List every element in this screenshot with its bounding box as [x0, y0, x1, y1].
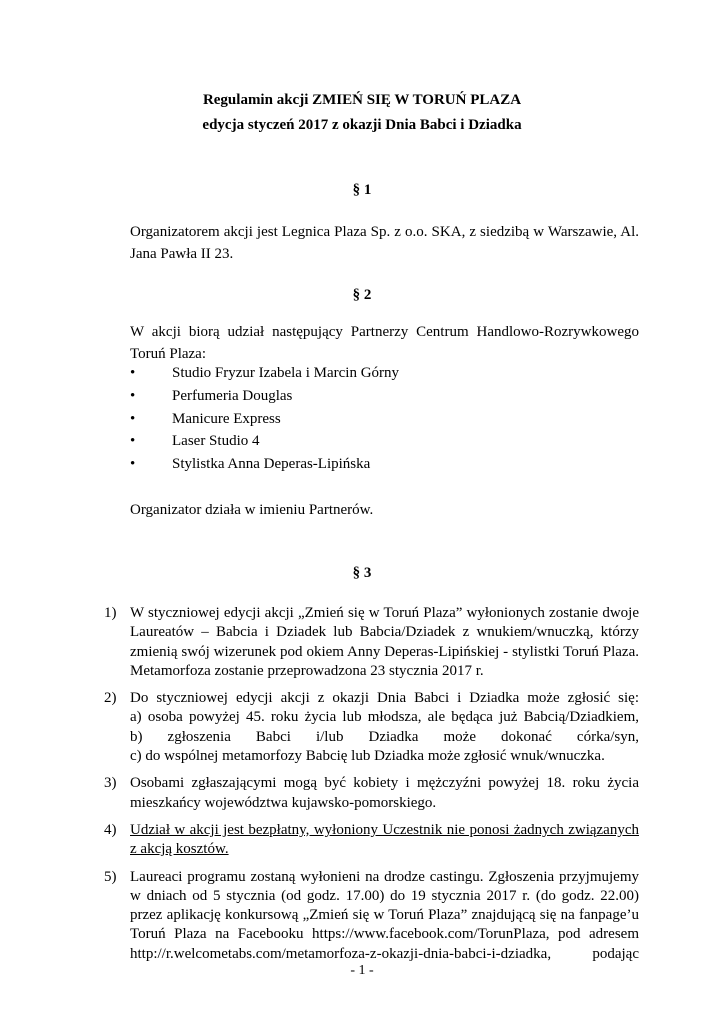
- item-number: 5): [104, 868, 117, 885]
- bullet-icon: •: [130, 410, 136, 427]
- bullet-icon: •: [130, 365, 136, 381]
- list-item: [130, 453, 639, 476]
- list-item: [104, 774, 639, 813]
- partner-name: Manicure Express: [172, 410, 281, 427]
- list-item: [130, 430, 639, 453]
- list-item: [130, 385, 639, 408]
- item-text: Laureaci programu zostaną wyłonieni na drodze castingu. Zgłoszenia przyjmujemy w dniach od 5 stycznia (od godz. 17.00) do 19 stycznia 2017 r. (do godz. 22.00) przez aplikację konkursową „Zmień się w Toruń Plaza” znajdującą się na fanpage’u Toruń Plaza na Facebooku https://www.facebook.com/TorunPlaza, pod adresem http://r.welcometabs.com/metamorfoza-z-okazji-dnia-babci-i-dziadka, podając: [130, 868, 639, 962]
- list-item: [104, 604, 639, 681]
- bullet-icon: •: [130, 433, 136, 450]
- section-1-text: Organizatorem akcji jest Legnica Plaza Sp. z o.o. SKA, z siedzibą w Warszawie, Al. Jana Pawła II 23.: [130, 224, 639, 262]
- page-number: - 1 -: [350, 963, 374, 978]
- list-item: [130, 408, 639, 431]
- bullet-icon: •: [130, 456, 136, 473]
- document-title: Regulamin akcji ZMIEŃ SIĘ W TORUŃ PLAZA: [202, 92, 522, 108]
- section-3-heading: § 3: [352, 565, 372, 581]
- bullet-icon: •: [130, 387, 136, 404]
- item-text-line: Do styczniowej edycji akcji z okazji Dnia Babci i Dziadka może zgłosić się:: [130, 690, 639, 707]
- section-1-heading: § 1: [352, 182, 372, 198]
- list-item: [130, 362, 639, 385]
- section-2-heading: § 2: [352, 287, 372, 303]
- item-number: 1): [104, 605, 117, 621]
- item-text: Udział w akcji jest bezpłatny, wyłoniony Uczestnik nie ponosi żadnych związanych z akcją kosztów.: [130, 821, 639, 858]
- item-text-line: b) zgłoszenia Babci i/lub Dziadka może dokonać córka/syn,: [130, 728, 639, 745]
- partner-name: Stylistka Anna Deperas-Lipińska: [172, 456, 371, 473]
- partner-name: Laser Studio 4: [172, 433, 260, 450]
- item-text-line: c) do wspólnej metamorfozy Babcię lub Dziadka może zgłosić wnuk/wnuczka.: [130, 748, 605, 765]
- partner-name: Perfumeria Douglas: [172, 387, 293, 404]
- document-subtitle: edycja styczeń 2017 z okazji Dnia Babci i Dziadka: [202, 117, 522, 133]
- item-text: W styczniowej edycji akcji „Zmień się w Toruń Plaza” wyłonionych zostanie dwoje Laureatów – Babcia i Dziadek lub Babcia/Dziadek z wnukiem/wnuczką, którzy zmienią swój wizerunek pod okiem Anny Deperas-Lipińskiej - stylistki Toruń Plaza. Metamorfoza zostanie przeprowadzona 23 stycznia 2017 r.: [130, 605, 639, 679]
- partner-name: Studio Fryzur Izabela i Marcin Górny: [172, 365, 400, 381]
- item-text-line: a) osoba powyżej 45. roku życia lub młodsza, ale będąca już Babcią/Dziadkiem,: [130, 709, 639, 726]
- section-2-closing: Organizator działa w imieniu Partnerów.: [130, 502, 374, 518]
- list-item: [104, 821, 639, 860]
- item-number: 2): [104, 690, 117, 707]
- item-text: Osobami zgłaszającymi mogą być kobiety i mężczyźni powyżej 18. roku życia mieszkańcy województwa kujawsko-pomorskiego.: [130, 775, 639, 811]
- list-item: [104, 689, 639, 766]
- section-3-list: [104, 604, 639, 972]
- section-2-intro: W akcji biorą udział następujący Partnerzy Centrum Handlowo-Rozrywkowego Toruń Plaza:: [130, 324, 639, 362]
- list-item: [104, 868, 639, 964]
- item-number: 3): [104, 775, 117, 792]
- partners-list: [130, 362, 639, 476]
- item-number: 4): [104, 821, 117, 838]
